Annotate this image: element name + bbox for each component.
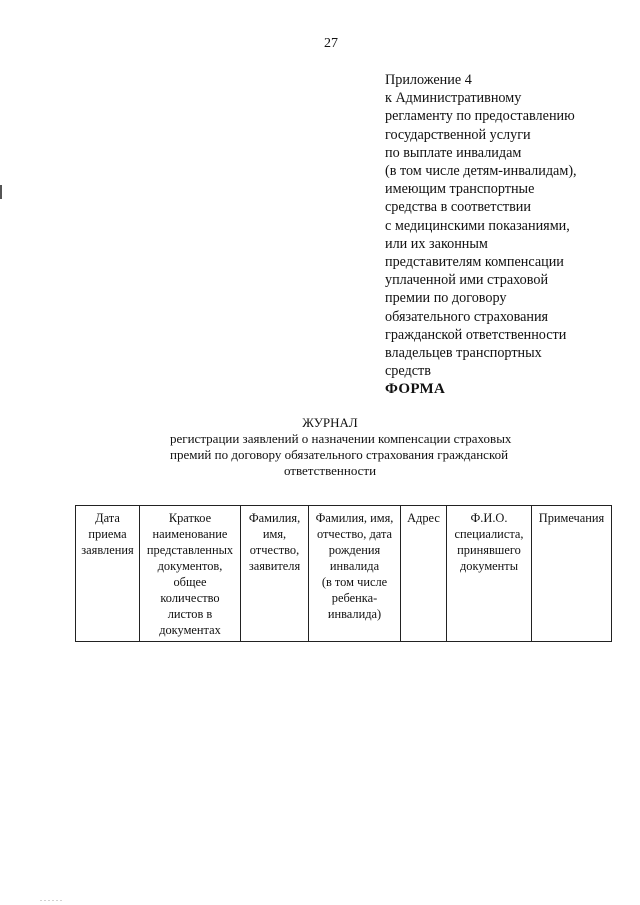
appendix-line: обязательного страхования (385, 308, 549, 325)
table-header-row (76, 506, 612, 642)
header-line: общее (173, 575, 207, 589)
header-line: документы (459, 559, 519, 573)
header-line: рождения (328, 543, 381, 557)
header-line: ребенка- (331, 591, 378, 605)
header-line: Ф.И.О. (470, 511, 508, 525)
form-label: ФОРМА (385, 381, 446, 397)
header-line: инвалида) (327, 607, 382, 621)
appendix-line: с медицинскими показаниями, (385, 217, 570, 234)
appendix-line: представителям компенсации (385, 254, 564, 271)
header-line: Фамилия, (248, 511, 301, 525)
header-line: отчество, (249, 543, 300, 557)
column-header-date (76, 506, 140, 642)
header-line: Адрес (407, 511, 440, 525)
column-header-notes (532, 506, 612, 642)
header-line: принявшего (457, 543, 521, 557)
header-line: приема (88, 527, 127, 541)
header-line: имя, (262, 527, 287, 541)
header-line: инвалида (329, 559, 380, 573)
header-line: Фамилия, имя, (315, 511, 394, 525)
appendix-line: гражданской ответственности (385, 326, 567, 343)
header-line: документах (159, 623, 221, 637)
appendix-line: уплаченной ими страховой (385, 272, 549, 289)
page-number: 27 (324, 36, 338, 51)
header-line: отчество, дата (316, 527, 393, 541)
column-header-address (401, 506, 447, 642)
header-line: заявления (81, 543, 134, 557)
header-line: Дата (95, 511, 120, 525)
header-line: документов, (157, 559, 223, 573)
journal-subtitle-line: регистрации заявлений о назначении компенсации страховых (170, 431, 512, 446)
header-line: представленных (146, 543, 234, 557)
column-header-applicant (241, 506, 309, 642)
appendix-line: к Административному (385, 90, 522, 107)
column-header-specialist (447, 506, 532, 642)
appendix-line: владельцев транспортных (385, 345, 542, 362)
header-line: количество (160, 591, 220, 605)
journal-subtitle-line: премий по договору обязательного страхования гражданской (170, 447, 509, 462)
header-line: специалиста, (454, 527, 524, 541)
journal-title: ЖУРНАЛ (302, 415, 358, 430)
appendix-line: государственной услуги (385, 126, 531, 143)
column-header-disabled-person (309, 506, 401, 642)
header-line: заявителя (248, 559, 301, 573)
appendix-line: Приложение 4 (385, 72, 472, 88)
header-line: Краткое (168, 511, 212, 525)
appendix-header (385, 71, 630, 380)
appendix-line: средства в соответствии (385, 199, 531, 216)
scan-edge-mark (0, 185, 2, 199)
scan-footer-mark: ...... (40, 894, 64, 903)
appendix-line: (в том числе детям-инвалидам), (385, 163, 577, 180)
appendix-line: регламенту по предоставлению (385, 108, 575, 125)
appendix-line: имеющим транспортные (385, 181, 535, 198)
column-header-documents (140, 506, 241, 642)
journal-heading (170, 415, 512, 479)
appendix-line: по выплате инвалидам (385, 144, 522, 161)
registration-journal-table (75, 505, 612, 642)
appendix-line: премии по договору (385, 290, 507, 307)
header-line: наименование (152, 527, 228, 541)
journal-subtitle-line: ответственности (283, 463, 377, 478)
header-line: Примечания (538, 511, 605, 525)
appendix-line: средств (385, 363, 431, 380)
appendix-line: или их законным (385, 235, 488, 252)
header-line: (в том числе (321, 575, 388, 589)
header-line: листов в (167, 607, 213, 621)
